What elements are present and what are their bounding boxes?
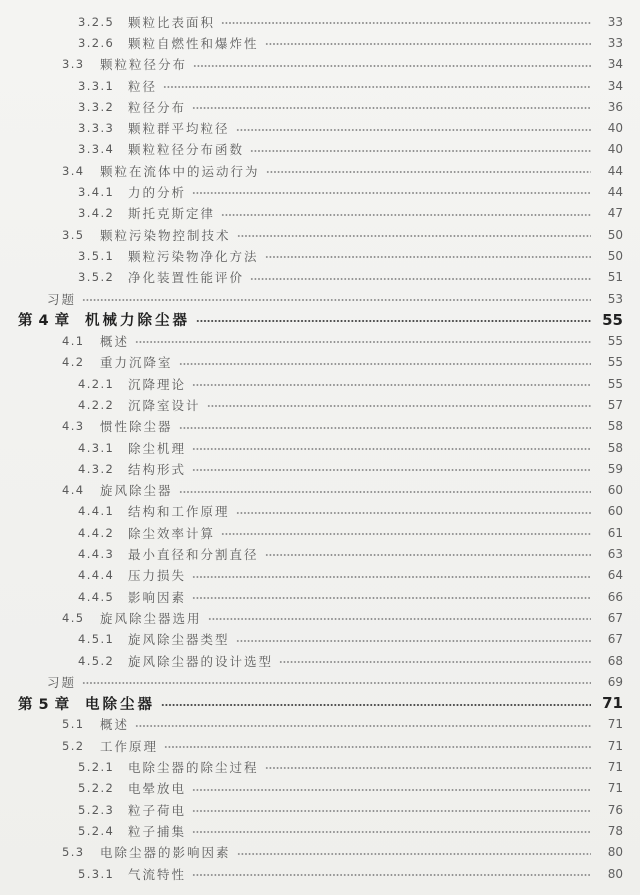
section-number: 3.3.2 [78, 99, 115, 114]
section-number: 4.4.1 [78, 504, 115, 519]
dot-leader [265, 32, 591, 53]
page-number: 34 [607, 78, 623, 93]
dot-leader [179, 352, 591, 373]
page-number: 71 [607, 717, 623, 732]
section-number: 3.5 [62, 227, 85, 242]
toc-entry [0, 416, 640, 437]
dot-leader [250, 139, 591, 160]
toc-entry [0, 480, 640, 501]
section-number: 4.4 [62, 483, 85, 498]
page-number: 40 [607, 121, 623, 136]
toc-entry [0, 160, 640, 181]
section-title: 工作原理 [100, 738, 159, 754]
section-number: 4.4.3 [78, 547, 115, 562]
section-number: 5.2.4 [78, 823, 115, 838]
section-number: 4.3 [62, 419, 85, 434]
section-number: 5.1 [62, 717, 85, 732]
dot-leader [163, 75, 591, 96]
dot-leader [237, 842, 591, 863]
section-title: 颗粒污染物控制技术 [100, 227, 231, 243]
toc-entry [0, 139, 640, 160]
exercises-entry [0, 671, 640, 692]
section-title: 除尘机理 [128, 440, 187, 456]
dot-leader [192, 799, 591, 820]
section-number: 5.3.1 [78, 866, 115, 881]
dot-leader [196, 309, 591, 330]
dot-leader [236, 117, 591, 138]
dot-leader [265, 543, 591, 564]
toc-entry [0, 32, 640, 53]
page-number: 80 [607, 866, 623, 881]
dot-leader [164, 735, 591, 756]
chapter-heading [0, 309, 640, 330]
toc-entry [0, 117, 640, 138]
page-number: 33 [607, 14, 623, 29]
page-number: 76 [607, 802, 623, 817]
toc-entry [0, 75, 640, 96]
toc-entry [0, 96, 640, 117]
dot-leader [82, 671, 591, 692]
page-number: 58 [607, 440, 623, 455]
toc-entry [0, 735, 640, 756]
toc-entry [0, 714, 640, 735]
section-title: 颗粒在流体中的运动行为 [100, 163, 260, 179]
toc-entry [0, 181, 640, 202]
section-title: 斯托克斯定律 [128, 206, 216, 222]
section-title: 沉降室设计 [128, 397, 201, 413]
page-number: 50 [607, 248, 623, 263]
section-title: 粒子荷电 [128, 802, 187, 818]
toc-entry [0, 650, 640, 671]
section-title: 旋风除尘器类型 [128, 632, 230, 648]
section-title: 旋风除尘器选用 [100, 610, 202, 626]
section-title: 电除尘器的影响因素 [100, 845, 231, 861]
section-title: 力的分析 [128, 185, 187, 201]
chapter-number: 第 4 章 [18, 313, 70, 330]
page-number: 50 [607, 227, 623, 242]
section-title: 净化装置性能评价 [128, 270, 245, 286]
page-number: 51 [607, 270, 623, 285]
section-number: 4.5.1 [78, 632, 115, 647]
toc-entry [0, 245, 640, 266]
section-title: 影响因素 [128, 589, 187, 605]
dot-leader [192, 458, 591, 479]
section-number: 3.5.2 [78, 270, 115, 285]
dot-leader [161, 693, 591, 714]
section-title: 压力损失 [128, 568, 187, 584]
page-number: 63 [607, 547, 623, 562]
dot-leader [192, 373, 591, 394]
section-title: 除尘效率计算 [128, 525, 216, 541]
section-number: 5.3 [62, 845, 85, 860]
dot-leader [192, 565, 591, 586]
section-number: 3.3.4 [78, 142, 115, 157]
toc-entry [0, 778, 640, 799]
chapter-title: 电除尘器 [85, 696, 155, 713]
section-title: 旋风除尘器 [100, 483, 173, 499]
section-number: 4.4.5 [78, 589, 115, 604]
dot-leader [250, 267, 591, 288]
section-title: 惯性除尘器 [100, 419, 173, 435]
toc-entry [0, 224, 640, 245]
section-title: 颗粒自燃性和爆炸性 [128, 35, 259, 51]
page-number: 58 [607, 419, 623, 434]
page-number: 53 [607, 291, 623, 306]
section-title: 电晕放电 [128, 781, 187, 797]
section-number: 3.5.1 [78, 248, 115, 263]
section-number: 4.3.2 [78, 461, 115, 476]
page-number: 78 [607, 823, 623, 838]
section-number: 3.3.3 [78, 121, 115, 136]
toc-entry [0, 586, 640, 607]
dot-leader [192, 820, 591, 841]
page-number: 66 [607, 589, 623, 604]
dot-leader [135, 330, 591, 351]
toc-entry [0, 543, 640, 564]
toc-entry [0, 820, 640, 841]
section-number: 5.2.1 [78, 760, 115, 775]
section-title: 旋风除尘器的设计选型 [128, 653, 274, 669]
page-number: 47 [607, 206, 623, 221]
toc-entry [0, 607, 640, 628]
page-number: 67 [607, 632, 623, 647]
dot-leader [236, 501, 591, 522]
section-number: 3.3.1 [78, 78, 115, 93]
dot-leader [236, 629, 591, 650]
dot-leader [192, 437, 591, 458]
exercises-title: 习题 [47, 674, 77, 690]
dot-leader [82, 288, 591, 309]
chapter-title: 机械力除尘器 [85, 313, 190, 330]
page-number: 67 [607, 610, 623, 625]
toc-entry [0, 11, 640, 32]
page-number: 68 [607, 653, 623, 668]
page-number: 44 [607, 163, 623, 178]
chapter-heading [0, 693, 640, 714]
dot-leader [266, 160, 591, 181]
page-number: 33 [607, 35, 623, 50]
section-title: 颗粒比表面积 [128, 14, 216, 30]
page-number: 40 [607, 142, 623, 157]
section-title: 粒径 [128, 78, 158, 94]
page-number: 71 [607, 760, 623, 775]
section-number: 5.2 [62, 738, 85, 753]
dot-leader [265, 756, 591, 777]
section-number: 4.3.1 [78, 440, 115, 455]
section-title: 颗粒群平均粒径 [128, 121, 230, 137]
section-title: 结构形式 [128, 461, 187, 477]
page-number: 71 [607, 738, 623, 753]
page-number: 57 [607, 397, 623, 412]
section-title: 重力沉降室 [100, 355, 173, 371]
toc-entry [0, 373, 640, 394]
toc-entry [0, 522, 640, 543]
toc-entry [0, 437, 640, 458]
page-number: 36 [607, 99, 623, 114]
section-number: 4.5 [62, 610, 85, 625]
page-number: 55 [602, 310, 623, 329]
section-title: 颗粒污染物净化方法 [128, 248, 259, 264]
section-number: 4.1 [62, 334, 85, 349]
dot-leader [265, 245, 591, 266]
toc-entry [0, 501, 640, 522]
page-number: 61 [607, 525, 623, 540]
toc-entry [0, 330, 640, 351]
chapter-number: 第 5 章 [18, 696, 70, 713]
section-title: 结构和工作原理 [128, 504, 230, 520]
dot-leader [179, 480, 591, 501]
dot-leader [237, 224, 591, 245]
section-title: 概述 [100, 717, 130, 733]
page-number: 80 [607, 845, 623, 860]
section-title: 概述 [100, 334, 130, 350]
page-number: 64 [607, 568, 623, 583]
dot-leader [135, 714, 591, 735]
section-title: 最小直径和分割直径 [128, 547, 259, 563]
section-number: 4.4.2 [78, 525, 115, 540]
dot-leader [221, 11, 591, 32]
page-number: 60 [607, 504, 623, 519]
page-number: 55 [607, 376, 623, 391]
page-number: 69 [607, 674, 623, 689]
toc-entry [0, 352, 640, 373]
toc-entry [0, 629, 640, 650]
dot-leader [221, 522, 591, 543]
page-number: 59 [607, 461, 623, 476]
exercises-entry [0, 288, 640, 309]
toc-entry [0, 565, 640, 586]
page-number: 44 [607, 185, 623, 200]
dot-leader [192, 181, 591, 202]
toc-entry [0, 863, 640, 884]
toc-entry [0, 54, 640, 75]
section-number: 3.3 [62, 57, 85, 72]
section-number: 3.4 [62, 163, 85, 178]
section-number: 5.2.2 [78, 781, 115, 796]
section-title: 粒径分布 [128, 99, 187, 115]
page-number: 71 [602, 694, 623, 713]
dot-leader [192, 96, 591, 117]
section-number: 3.2.5 [78, 14, 115, 29]
section-title: 气流特性 [128, 866, 187, 882]
section-number: 3.2.6 [78, 35, 115, 50]
dot-leader [192, 778, 591, 799]
page-number: 55 [607, 355, 623, 370]
section-title: 颗粒粒径分布 [100, 57, 188, 73]
section-number: 3.4.1 [78, 185, 115, 200]
section-title: 粒子捕集 [128, 823, 187, 839]
page-number: 60 [607, 483, 623, 498]
dot-leader [179, 416, 591, 437]
section-number: 4.2.2 [78, 397, 115, 412]
dot-leader [221, 203, 591, 224]
toc-entry [0, 267, 640, 288]
section-number: 4.5.2 [78, 653, 115, 668]
dot-leader [192, 863, 591, 884]
toc-entry [0, 756, 640, 777]
dot-leader [208, 607, 591, 628]
section-number: 4.4.4 [78, 568, 115, 583]
section-number: 4.2.1 [78, 376, 115, 391]
dot-leader [192, 586, 591, 607]
section-number: 5.2.3 [78, 802, 115, 817]
dot-leader [279, 650, 591, 671]
toc-entry [0, 394, 640, 415]
toc-entry [0, 458, 640, 479]
section-title: 沉降理论 [128, 376, 187, 392]
section-number: 4.2 [62, 355, 85, 370]
toc-entry [0, 799, 640, 820]
toc-entry [0, 203, 640, 224]
toc-entry [0, 842, 640, 863]
exercises-title: 习题 [47, 291, 77, 307]
section-title: 电除尘器的除尘过程 [128, 760, 259, 776]
page-number: 55 [607, 334, 623, 349]
section-title: 颗粒粒径分布函数 [128, 142, 245, 158]
page-number: 34 [607, 57, 623, 72]
dot-leader [193, 54, 591, 75]
section-number: 3.4.2 [78, 206, 115, 221]
dot-leader [207, 394, 591, 415]
page-number: 71 [607, 781, 623, 796]
